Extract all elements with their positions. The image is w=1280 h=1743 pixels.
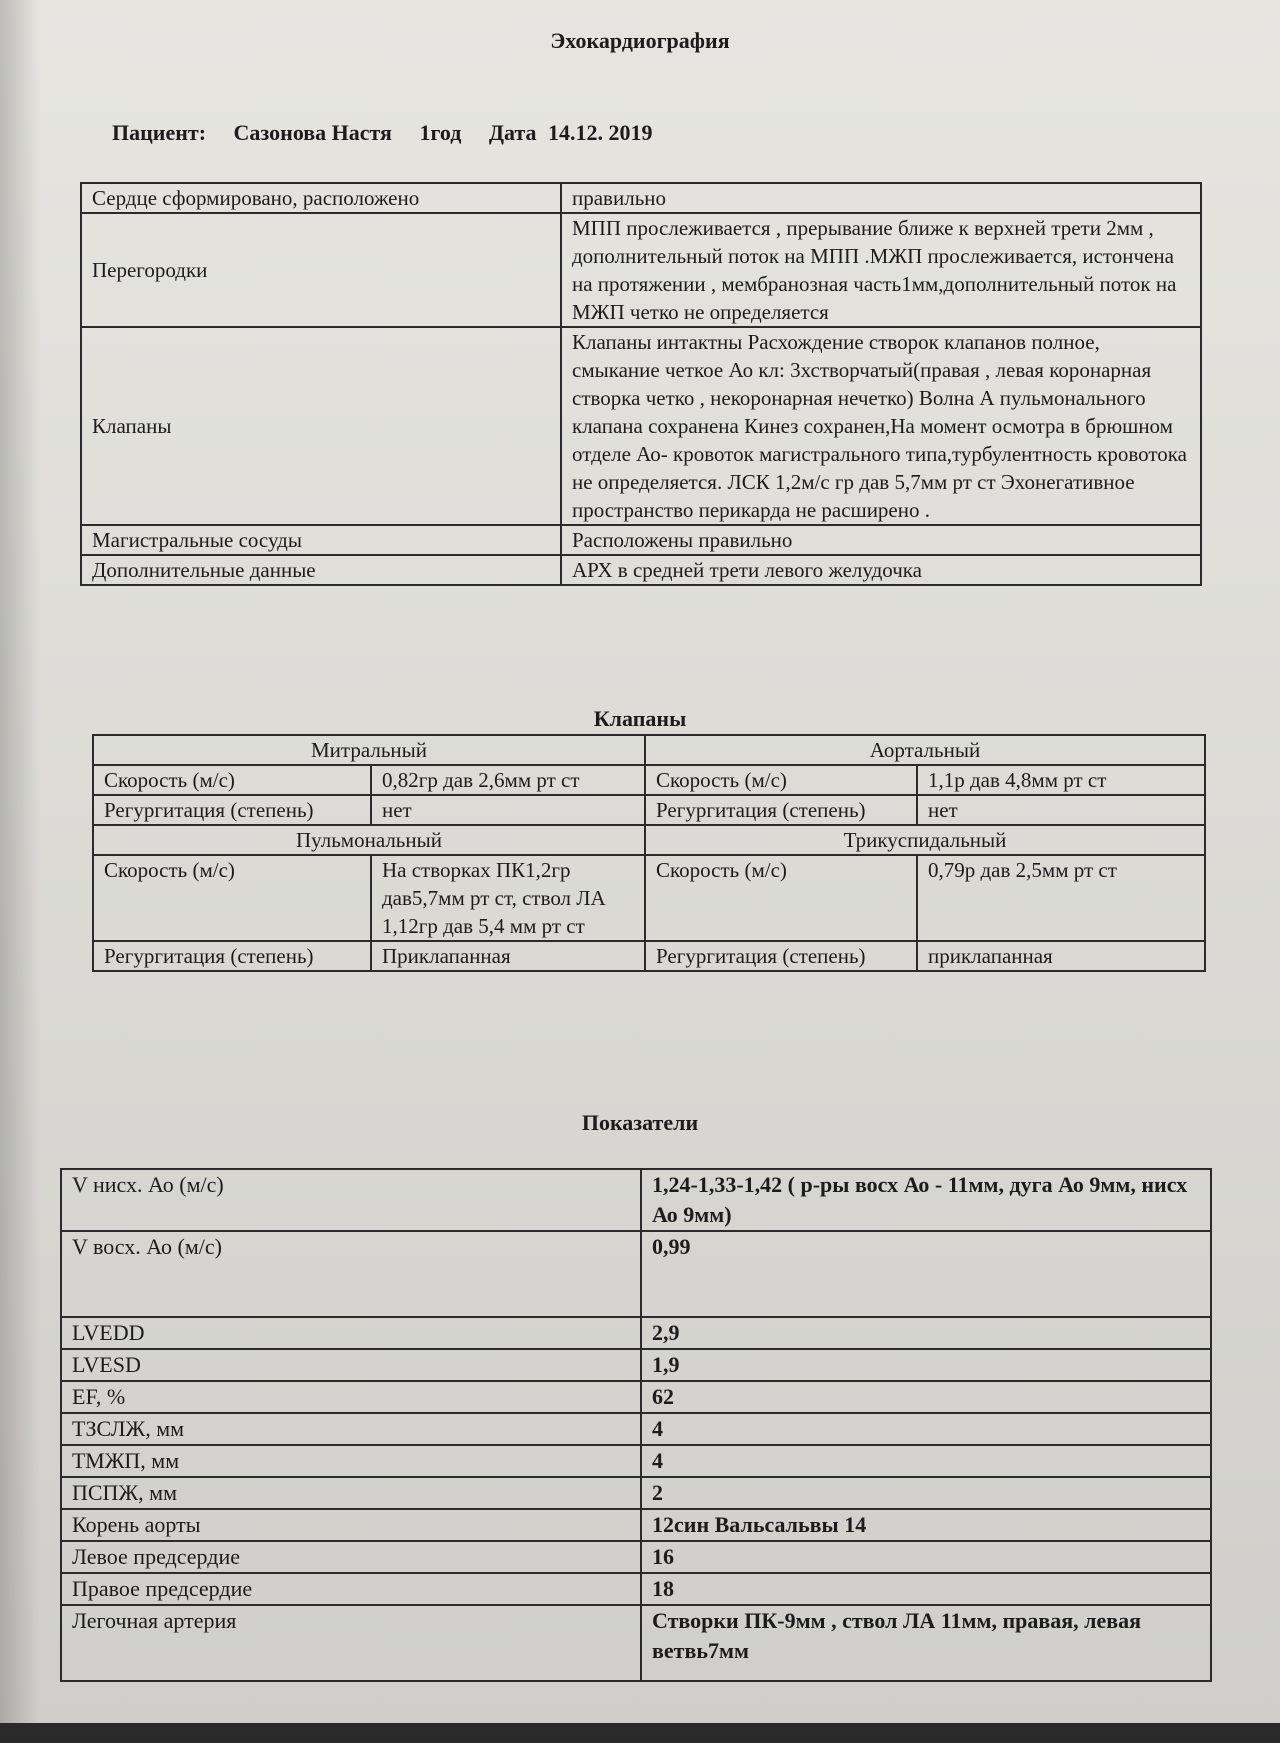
indicator-label: Правое предсердие (61, 1573, 641, 1605)
patient-label: Пациент: (112, 120, 207, 145)
table-row (61, 1349, 1211, 1381)
indicator-label: ТМЖП, мм (61, 1445, 641, 1477)
mitral-speed-label: Скорость (м/с) (93, 765, 371, 795)
indicator-label: V нисх. Ао (м/с) (61, 1169, 641, 1231)
indicator-value: Створки ПК-9мм , ствол ЛА 11мм, правая, левая ветвь7мм (641, 1605, 1211, 1681)
table-row (61, 1169, 1211, 1231)
indicator-value: 1,9 (641, 1349, 1211, 1381)
row-label: Дополнительные данные (81, 555, 561, 585)
indicator-value: 1,24-1,33-1,42 ( р-ры восх Ао - 11мм, дуга Ао 9мм, нисх Ао 9мм) (641, 1169, 1211, 1231)
table-row (61, 1445, 1211, 1477)
row-label: Перегородки (81, 213, 561, 327)
mitral-regurg-label: Регургитация (степень) (93, 795, 371, 825)
patient-age: 1год (419, 120, 462, 145)
table-row (61, 1573, 1211, 1605)
table-row (93, 795, 1205, 825)
indicator-label: Левое предсердие (61, 1541, 641, 1573)
indicator-label: LVEDD (61, 1317, 641, 1349)
pulmonary-speed-value: На створках ПК1,2гр дав5,7мм рт ст, ствол ЛА 1,12гр дав 5,4 мм рт ст (371, 855, 645, 941)
table-row (61, 1509, 1211, 1541)
indicator-label: Легочная артерия (61, 1605, 641, 1681)
table-row (81, 555, 1201, 585)
exam-date: 14.12. 2019 (548, 120, 653, 145)
document-title: Эхокардиография (550, 28, 730, 53)
background-edge (0, 1723, 1280, 1743)
page-edge-shadow (0, 0, 40, 1743)
indicator-value: 18 (641, 1573, 1211, 1605)
mitral-speed-value: 0,82гр дав 2,6мм рт ст (371, 765, 645, 795)
table-row (93, 735, 1205, 765)
mitral-header: Митральный (93, 735, 645, 765)
tricuspid-regurg-label: Регургитация (степень) (645, 941, 917, 971)
table-row (61, 1541, 1211, 1573)
aortic-regurg-label: Регургитация (степень) (645, 795, 917, 825)
aortic-speed-label: Скорость (м/с) (645, 765, 917, 795)
table-row (61, 1477, 1211, 1509)
indicator-label: EF, % (61, 1381, 641, 1413)
row-value: правильно (561, 183, 1201, 213)
general-findings-table (80, 182, 1202, 586)
tricuspid-speed-label: Скорость (м/с) (645, 855, 917, 941)
row-value: АРХ в средней трети левого желудочка (561, 555, 1201, 585)
tricuspid-regurg-value: приклапанная (917, 941, 1205, 971)
valves-section-title: Клапаны (593, 706, 687, 731)
table-row (61, 1605, 1211, 1681)
table-row (93, 941, 1205, 971)
row-value: Клапаны интактны Расхождение створок клапанов полное, смыкание четкое Ао кл: 3хстворчатый(правая , левая коронарная створка четко , некоронарная нечетко) Волна А пульмонального клапана сохранена Кинез сохранен,На момент осмотра в брюшном отделе Ао- кровоток магистрального типа,турбулентность кровотока не определяется. ЛСК 1,2м/с гр дав 5,7мм рт ст Эхонегативное пространство перикарда не расширено . (561, 327, 1201, 525)
indicator-value: 12син Вальсальвы 14 (641, 1509, 1211, 1541)
patient-name: Сазонова Настя (233, 120, 392, 145)
table-row (81, 525, 1201, 555)
row-value: МПП прослеживается , прерывание ближе к верхней трети 2мм , дополнительный поток на МПП .МЖП прослеживается, истончена на протяжении , мембранозная часть1мм,дополнительный поток на МЖП четко не определяется (561, 213, 1201, 327)
indicator-value: 62 (641, 1381, 1211, 1413)
indicator-label: V восх. Ао (м/с) (61, 1231, 641, 1317)
indicator-value: 16 (641, 1541, 1211, 1573)
row-label: Сердце сформировано, расположено (81, 183, 561, 213)
pulmonary-header: Пульмональный (93, 825, 645, 855)
pulmonary-regurg-label: Регургитация (степень) (93, 941, 371, 971)
indicator-label: ТЗСЛЖ, мм (61, 1413, 641, 1445)
pulmonary-regurg-value: Приклапанная (371, 941, 645, 971)
mitral-regurg-value: нет (371, 795, 645, 825)
aortic-regurg-value: нет (917, 795, 1205, 825)
pulmonary-speed-label: Скорость (м/с) (93, 855, 371, 941)
table-row (61, 1317, 1211, 1349)
indicator-label: LVESD (61, 1349, 641, 1381)
row-label: Магистральные сосуды (81, 525, 561, 555)
table-row (93, 765, 1205, 795)
indicator-value: 4 (641, 1413, 1211, 1445)
table-row (93, 855, 1205, 941)
valves-table (92, 734, 1206, 972)
row-value: Расположены правильно (561, 525, 1201, 555)
aortic-header: Аортальный (645, 735, 1205, 765)
indicators-section-title: Показатели (581, 1110, 699, 1135)
patient-line (112, 120, 675, 146)
table-row (61, 1231, 1211, 1317)
aortic-speed-value: 1,1р дав 4,8мм рт ст (917, 765, 1205, 795)
table-row (81, 213, 1201, 327)
indicator-value: 2,9 (641, 1317, 1211, 1349)
tricuspid-speed-value: 0,79р дав 2,5мм рт ст (917, 855, 1205, 941)
indicator-label: ПСПЖ, мм (61, 1477, 641, 1509)
indicator-value: 4 (641, 1445, 1211, 1477)
indicator-value: 2 (641, 1477, 1211, 1509)
row-label: Клапаны (81, 327, 561, 525)
indicator-value: 0,99 (641, 1231, 1211, 1317)
indicator-label: Корень аорты (61, 1509, 641, 1541)
table-row (81, 183, 1201, 213)
table-row (61, 1381, 1211, 1413)
table-row (81, 327, 1201, 525)
table-row (61, 1413, 1211, 1445)
indicators-table (60, 1168, 1212, 1682)
date-label: Дата (488, 120, 537, 145)
tricuspid-header: Трикуспидальный (645, 825, 1205, 855)
table-row (93, 825, 1205, 855)
